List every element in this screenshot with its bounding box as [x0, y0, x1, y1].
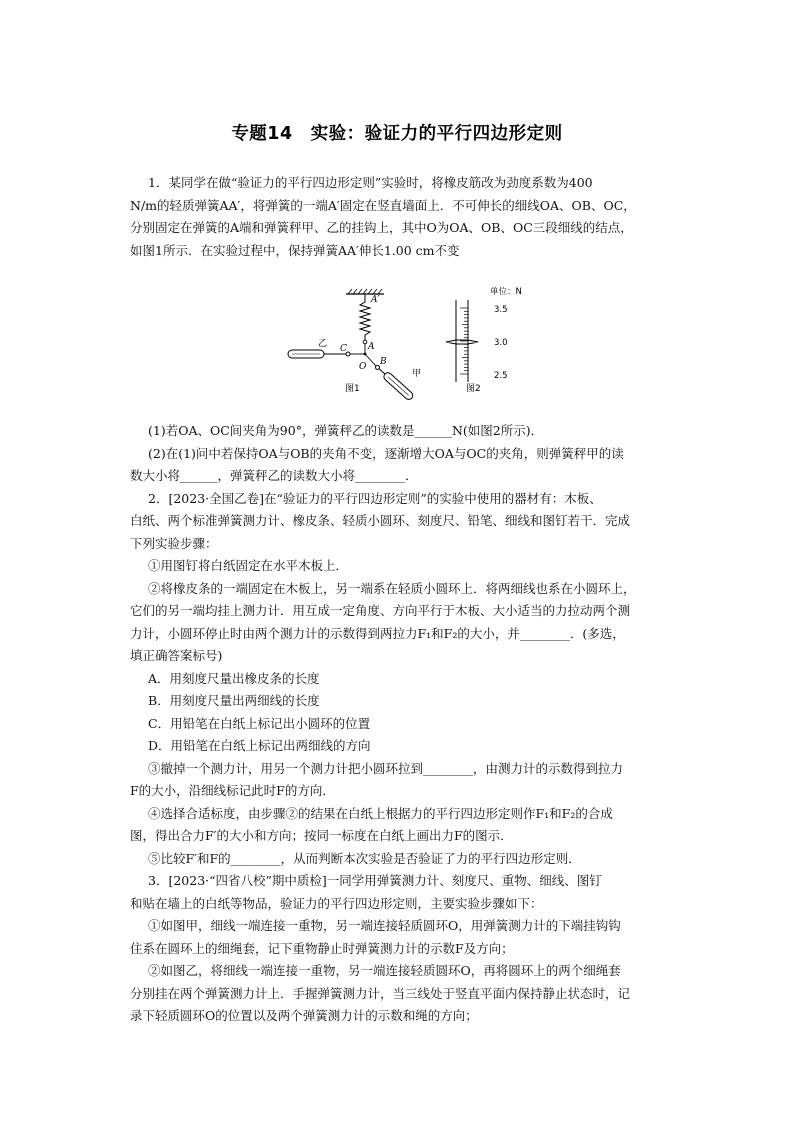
experiment-figure [276, 280, 566, 392]
label-o: O [359, 362, 367, 372]
text-line: N/m的轻质弹簧AA′，将弹簧的一端A′固定在竖直墙面上．不可伸长的细线OA、OB、OC， [130, 197, 636, 213]
text-line: 白纸、两个标准弹簧测力计、橡皮条、轻质小圆环、刻度尺、铅笔、细线和图钉若干．完成 [130, 513, 631, 528]
scale-top: 3.5 [494, 305, 508, 315]
text-line: (2)在(1)问中若保持OA与OB的夹角不变，逐渐增大OA与OC的夹角，则弹簧秤甲的读 [148, 445, 624, 461]
text-line: ②将橡皮条的一端固定在木板上，另一端系在轻质小圆环上．将两细线也系在小圆环上， [148, 580, 636, 596]
label-a: A [368, 342, 375, 352]
text-line: (1)若OA、OC间夹角为90°，弹簧秤乙的读数是______N(如图2所示)． [148, 423, 544, 438]
text-line: 力计，小圆环停止时由两个测力计的示数得到两拉力F₁和F₂的大小，并________．(多选， [130, 625, 625, 641]
label-yi: 乙 [318, 339, 328, 349]
text-line: 它们的另一端均挂上测力计．用互成一定角度、方向平行于木板、大小适当的力拉动两个测 [130, 603, 631, 618]
text-line: 图，得出合力F′的大小和方向；按同一标度在白纸上画出力F的图示． [130, 828, 513, 843]
text-line: 填正确答案标号) [130, 648, 223, 663]
option-c: C．用铅笔在白纸上标记出小圆环的位置 [148, 715, 371, 731]
balance-scale-reading [446, 300, 478, 382]
figure-1-caption: 图1 [345, 384, 360, 394]
text-line: 分别固定在弹簧的A端和弹簧秤甲、乙的挂钩上，其中O为OA、OB、OC三段细线的结点， [130, 220, 633, 235]
scale-bot: 2.5 [494, 371, 508, 381]
text-line: 2．[2023·全国乙卷]在“验证力的平行四边形定则”的实验中使用的器材有：木板、 [148, 490, 602, 506]
text-line: ⑤比较F′和F的________，从而判断本次实验是否验证了力的平行四边形定则． [148, 850, 581, 866]
text-line: 住系在圆环上的细绳套，记下重物静止时弹簧测力计的示数F及方向； [130, 940, 514, 956]
text-line: ②如图乙，将细线一端连接一重物，另一端连接轻质圆环O，再将圆环上的两个细绳套 [148, 963, 621, 978]
text-line: ①如图甲，细线一端连接一重物，另一端连接轻质圆环O，用弹簧测力计的下端挂钩钩 [148, 918, 621, 933]
figure-2-caption: 图2 [466, 384, 481, 394]
text-line: 录下轻质圆环O的位置以及两个弹簧测力计的示数和绳的方向； [130, 1008, 478, 1023]
unit-label: 单位：N [490, 287, 522, 297]
label-a-prime: A′ [371, 295, 380, 305]
spring-icon [360, 294, 370, 340]
text-line: F的大小，沿细线标记此时F的方向． [130, 783, 335, 798]
label-c: C [340, 344, 347, 354]
text-line: 3．[2023·“四省八校”期中质检]一同学用弹簧测力计、刻度尺、重物、细线、图钉 [148, 873, 602, 888]
option-a: A．用刻度尺量出橡皮条的长度 [148, 670, 320, 686]
spring-balance-diagram [276, 280, 566, 392]
text-line: 数大小将______，弹簧秤乙的读数大小将________． [130, 468, 418, 483]
page-title: 专题14 实验：验证力的平行四边形定则 [231, 124, 563, 144]
label-b: B [380, 357, 387, 367]
option-b: B．用刻度尺量出两细线的长度 [148, 693, 320, 708]
text-line: 如图1所示．在实验过程中，保持弹簧AA′伸长1.00 cm不变 [130, 242, 460, 258]
spring-balance-jia [373, 363, 414, 401]
problem-1-stem [130, 172, 670, 262]
scale-mid: 3.0 [494, 338, 508, 348]
text-line: 下列实验步骤： [130, 535, 218, 551]
label-jia: 甲 [412, 369, 422, 379]
text-line: 分别挂在两个弹簧测力计上．手握弹簧测力计，当三线处于竖直平面内保持静止状态时，记 [130, 985, 631, 1001]
text-line: ④选择合适标度，由步骤②的结果在白纸上根据力的平行四边形定则作F₁和F₂的合成 [148, 805, 613, 821]
text-line: ①用图钉将白纸固定在水平木板上． [148, 558, 349, 573]
problems-body [130, 420, 670, 1028]
text-line: ③撤掉一个测力计，用另一个测力计把小圆环拉到________，由测力计的示数得到拉力 [148, 760, 624, 776]
text-line: 1．某同学在做“验证力的平行四边形定则”实验时，将橡皮筋改为劲度系数为400 [148, 175, 593, 190]
text-line: 和贴在墙上的白纸等物品，验证力的平行四边形定则，主要实验步骤如下： [130, 895, 543, 911]
option-d: D．用铅笔在白纸上标记出两细线的方向 [148, 738, 371, 753]
